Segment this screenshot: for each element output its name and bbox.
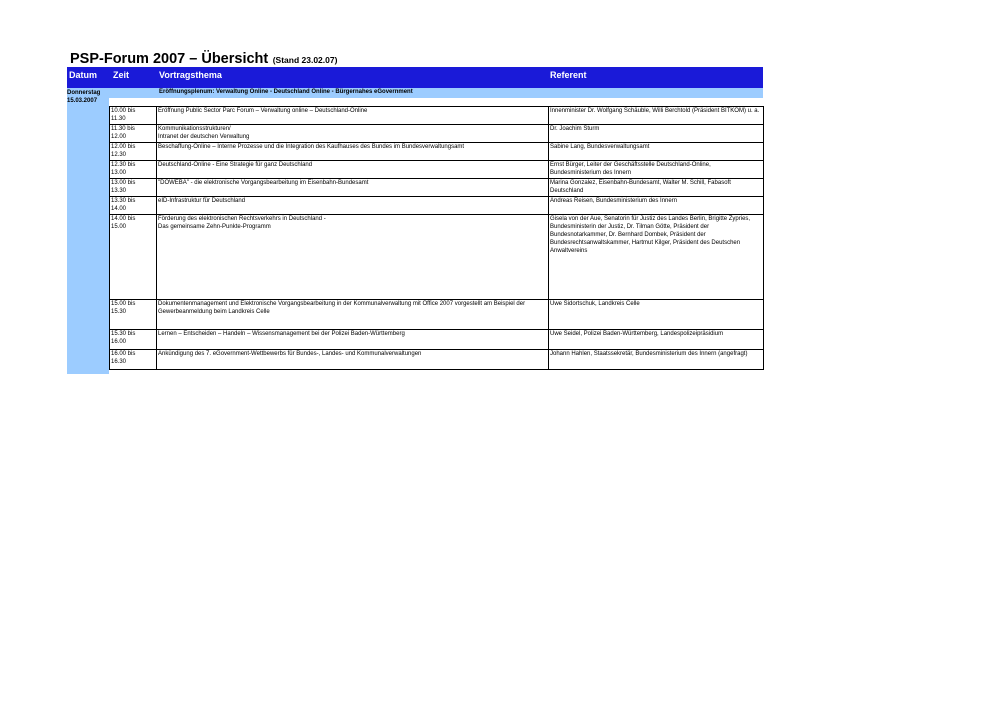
thema-cell: Lernen – Entscheiden – Handeln – Wissensmanagement bei der Polizei Baden-Württemberg <box>157 330 549 350</box>
referent-cell: Marina Gonzalez, Eisenbahn-Bundesamt, Walter M. Schill, Fabasoft Deutschland <box>549 179 764 197</box>
title-stand: (Stand 23.02.07) <box>272 55 338 65</box>
schedule-table <box>109 106 764 370</box>
table-row <box>110 161 764 179</box>
thema-cell: Kommunikationsstrukturen/ Intranet der deutschen Verwaltung <box>157 125 549 143</box>
table-row <box>110 107 764 125</box>
table-header <box>67 67 763 88</box>
referent-cell: Johann Hahlen, Staatssekretär, Bundesministerium des Innern (angefragt) <box>549 350 764 370</box>
zeit-cell: 13.00 bis 13.30 <box>110 179 157 197</box>
title-main: PSP-Forum 2007 – Übersicht <box>70 51 269 67</box>
date-column <box>67 90 109 374</box>
table-row <box>110 179 764 197</box>
thema-cell: Förderung des elektronischen Rechtsverkehrs in Deutschland - Das gemeinsame Zehn-Punkte-Programm <box>157 215 549 300</box>
zeit-cell: 14.00 bis 15.00 <box>110 215 157 300</box>
referent-cell: Uwe Sidortschuk, Landkreis Celle <box>549 300 764 330</box>
thema-cell: "DOWEBA" - die elektronische Vorgangsbearbeitung im Eisenbahn-Bundesamt <box>157 179 549 197</box>
zeit-cell: 11.30 bis 12.00 <box>110 125 157 143</box>
referent-cell: Andreas Reisen, Bundesministerium des Innern <box>549 197 764 215</box>
day-weekday: Donnerstag <box>67 90 101 96</box>
table-row <box>110 143 764 161</box>
zeit-cell: 10.00 bis 11.30 <box>110 107 157 125</box>
header-referent: Referent <box>550 70 587 80</box>
page-title <box>70 50 337 68</box>
header-thema: Vortragsthema <box>159 70 222 80</box>
table-row <box>110 197 764 215</box>
thema-cell: Eröffnung Public Sector Parc Forum – Verwaltung online – Deutschland-Online <box>157 107 549 125</box>
referent-cell: Dr. Joachim Sturm <box>549 125 764 143</box>
table-row <box>110 350 764 370</box>
plenum-label: Eröffnungsplenum: Verwaltung Online - Deutschland Online - Bürgernahes eGovernment <box>159 89 413 95</box>
header-datum: Datum <box>69 70 98 80</box>
zeit-cell: 16.00 bis 16.30 <box>110 350 157 370</box>
zeit-cell: 15.30 bis 16.00 <box>110 330 157 350</box>
referent-cell: Gisela von der Aue, Senatorin für Justiz des Landes Berlin, Brigitte Zypries, Bundesministerin der Justiz, Dr. Tilman Götte, Präsident der Bundesnotarkammer, Dr. Bernhard Dombek, Präsident der Bundesrechtsanwaltskammer, Hartmut Kilger, Präsident des Deutschen Anwaltvereins <box>549 215 764 300</box>
day-date: 15.03.2007 <box>67 98 98 104</box>
referent-cell: Ernst Bürger, Leiter der Geschäftsstelle Deutschland-Online, Bundesministerium des Innern <box>549 161 764 179</box>
thema-cell: Ankündigung des 7. eGovernment-Wettbewerbs für Bundes-, Landes- und Kommunalverwaltungen <box>157 350 549 370</box>
zeit-cell: 12.00 bis 12.30 <box>110 143 157 161</box>
table-row <box>110 215 764 300</box>
thema-cell: Dokumentenmanagement und Elektronische Vorgangsbearbeitung in der Kommunalverwaltung mit Office 2007 vorgestellt am Beispiel der Gewerbeanmeldung beim Landkreis Celle <box>157 300 549 330</box>
thema-cell: eID-Infrastruktur für Deutschland <box>157 197 549 215</box>
zeit-cell: 12.30 bis 13.00 <box>110 161 157 179</box>
zeit-cell: 13.30 bis 14.00 <box>110 197 157 215</box>
zeit-cell: 15.00 bis 15.30 <box>110 300 157 330</box>
table-row <box>110 300 764 330</box>
thema-cell: Beschaffung-Online – Interne Prozesse und die Integration des Kaufhauses des Bundes im Bundesverwaltungsamt <box>157 143 549 161</box>
header-zeit: Zeit <box>113 70 130 80</box>
table-row <box>110 330 764 350</box>
referent-cell: Innenminister Dr. Wolfgang Schäuble, Willi Berchtold (Präsident BITKOM) u. a. <box>549 107 764 125</box>
thema-cell: Deutschland-Online - Eine Strategie für ganz Deutschland <box>157 161 549 179</box>
plenum-row <box>67 88 763 98</box>
table-row <box>110 125 764 143</box>
referent-cell: Uwe Seidel, Polizei Baden-Württemberg, Landespolizeipräsidium <box>549 330 764 350</box>
referent-cell: Sabine Lang, Bundesverwaltungsamt <box>549 143 764 161</box>
